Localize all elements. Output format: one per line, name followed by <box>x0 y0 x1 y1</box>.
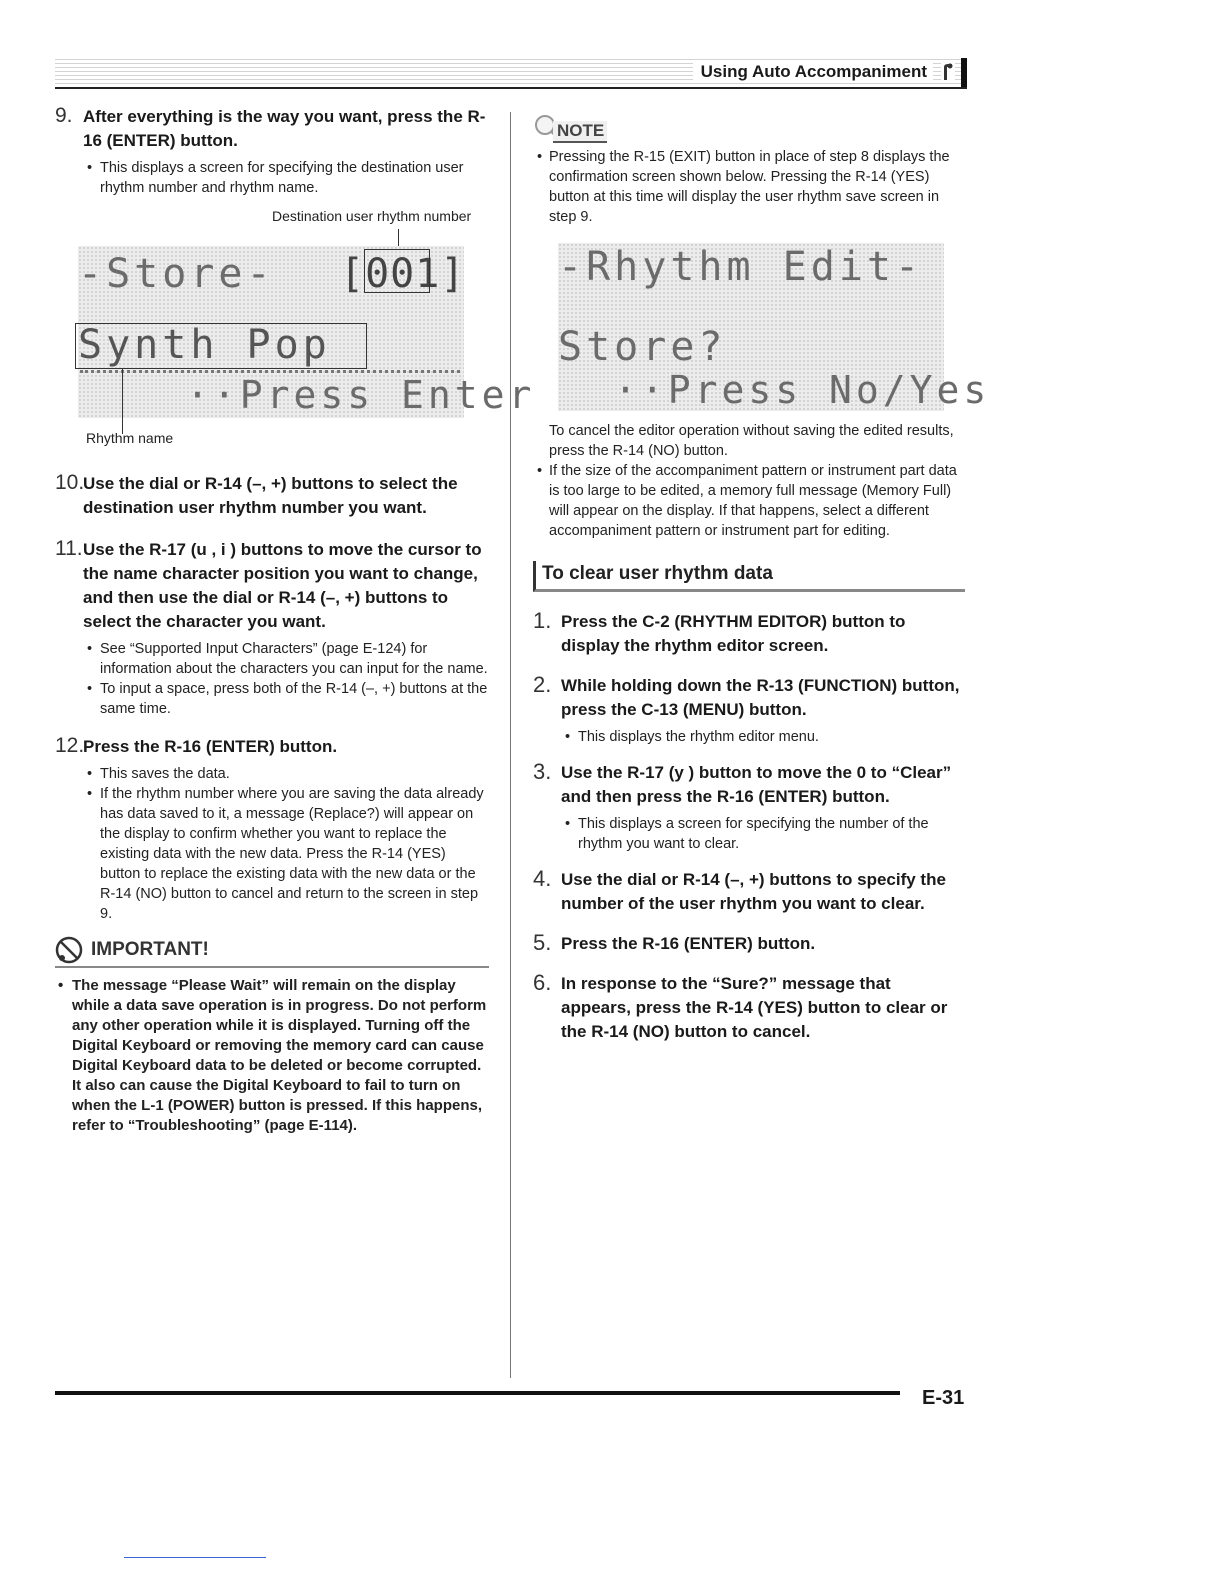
lcd-line-2: Store? <box>558 324 727 370</box>
step-12 <box>55 735 489 924</box>
important-list <box>55 976 489 1136</box>
important-heading <box>55 936 489 968</box>
lcd-screen-rhythm-edit <box>558 243 991 412</box>
bullet-item: • This displays the rhythm editor menu. <box>561 727 965 747</box>
step-bullets <box>83 639 489 719</box>
bullet-item: • To input a space, press both of the R-14 (–, +) buttons at the same time. <box>83 679 489 719</box>
link-underline <box>124 1557 266 1558</box>
footer-rule <box>55 1391 900 1395</box>
lcd-callout-bottom: Rhythm name <box>86 430 174 446</box>
right-column <box>533 105 991 1058</box>
step-text: Use the dial or R-14 (–, +) buttons to specify the number of the user rhythm you want to clear. <box>561 870 946 913</box>
bullet-item: • Pressing the R-15 (EXIT) button in place of step 8 displays the confirmation screen shown below. Pressing the R-14 (YES) button at this time will display the user rhythm save screen in step 9. <box>533 147 965 227</box>
step-number: 12. <box>55 734 85 757</box>
step-bullets <box>561 814 965 854</box>
bullet-item: • This displays a screen for specifying the number of the rhythm you want to clear. <box>561 814 965 854</box>
clear-steps <box>533 610 965 1044</box>
step-text: Use the dial or R-14 (–, +) buttons to select the destination user rhythm number you want. <box>83 474 458 517</box>
header-edge-bar <box>961 58 967 87</box>
lcd-line-2: Synth Pop <box>78 322 331 368</box>
step-4 <box>533 868 965 916</box>
note-label: NOTE <box>553 121 607 143</box>
step-number: 4. <box>533 866 552 891</box>
warning-hand-icon <box>55 936 83 964</box>
step-number: 9. <box>55 104 73 127</box>
lcd-figure-store <box>55 208 536 448</box>
step-number: 10. <box>55 471 85 494</box>
step-text: Use the R-17 (y ) button to move the 0 to “Clear” and then press the R-16 (ENTER) button. <box>561 763 952 806</box>
step-number: 11. <box>55 537 83 560</box>
note-bullets <box>533 147 965 227</box>
note-paragraph: To cancel the editor operation without saving the edited results, press the R-14 (NO) button. <box>549 423 954 459</box>
step-text: Use the R-17 (u , i ) buttons to move the cursor to the name character position you want to change, and then use the dial or R-14 (–, +) buttons to select the character you want. <box>83 540 482 631</box>
callout-line <box>398 229 399 247</box>
step-number: 3. <box>533 759 552 784</box>
step-3 <box>533 761 965 854</box>
step-number: 5. <box>533 930 552 955</box>
page-header <box>55 59 967 89</box>
bullet-item: • See “Supported Input Characters” (page E-124) for information about the characters you can input for the name. <box>83 639 489 679</box>
important-label: IMPORTANT! <box>91 939 209 960</box>
bullet-item: • If the rhythm number where you are saving the data already has data saved to it, a message (Replace?) will appear on the display to confirm whether you want to replace the existing data with the new data. Press the R-14 (YES) button to replace the existing data with the new data or the R-14 (NO) button to cancel and return to the screen in step 9. <box>83 784 489 924</box>
section-title: To clear user rhythm data <box>533 561 965 592</box>
step-number: 6. <box>533 970 552 995</box>
page-number: E-31 <box>922 1387 965 1409</box>
step-9 <box>55 105 489 198</box>
step-text: Press the C-2 (RHYTHM EDITOR) button to display the rhythm editor screen. <box>561 612 906 655</box>
lcd-line-1: -Store- <box>78 251 275 297</box>
lcd-line-3: ··Press No/Yes <box>614 368 991 412</box>
important-item: • The message “Please Wait” will remain on the display while a data save operation is in progress. Do not perform any other operation while it is displayed. Turning off the Digital Keyboard or removing the memory card can cause Digital Keyboard data to be deleted or become corrupted. It also can cause the Digital Keyboard to fail to turn on when the L-1 (POWER) button is pressed. If this happens, refer to “Troubleshooting” (page E-114). <box>55 976 489 1136</box>
lcd-screen-store <box>78 246 536 418</box>
music-note-icon <box>941 62 955 82</box>
step-11 <box>55 538 489 719</box>
bullet-item: • This displays a screen for specifying the destination user rhythm number and rhythm name. <box>83 158 489 198</box>
step-text: In response to the “Sure?” message that appears, press the R-14 (YES) button to clear or the R-14 (NO) button to cancel. <box>561 974 948 1041</box>
note-heading <box>533 111 965 145</box>
step-bullets <box>83 764 489 924</box>
step-bullets <box>83 158 489 198</box>
note-bullets <box>533 461 965 541</box>
left-column <box>55 104 536 1136</box>
step-10 <box>55 472 489 520</box>
step-text: Press the R-16 (ENTER) button. <box>561 934 816 953</box>
step-text: Press the R-16 (ENTER) button. <box>83 737 338 756</box>
lcd-line-3: ··Press Enter <box>186 373 536 417</box>
bullet-item: • If the size of the accompaniment pattern or instrument part data is too large to be edited, a memory full message (Memory Full) will appear on the display. If that happens, select a different accompaniment pattern or instrument part for editing. <box>533 461 965 541</box>
lcd-number: [001] <box>340 251 466 297</box>
step-6 <box>533 972 965 1044</box>
bullet-item: • This saves the data. <box>83 764 489 784</box>
lcd-line-1: -Rhythm Edit- <box>558 244 924 290</box>
step-number: 1. <box>533 608 552 633</box>
header-title: Using Auto Accompaniment <box>693 61 933 83</box>
number-highlight-box <box>364 249 430 293</box>
column-divider <box>510 112 511 1378</box>
callout-line <box>122 368 123 434</box>
step-2 <box>533 674 965 747</box>
step-number: 2. <box>533 672 552 697</box>
step-text: While holding down the R-13 (FUNCTION) button, press the C-13 (MENU) button. <box>561 676 960 719</box>
step-5 <box>533 932 965 956</box>
step-text: After everything is the way you want, press the R-16 (ENTER) button. <box>83 107 486 150</box>
lcd-callout-top: Destination user rhythm number <box>272 208 472 224</box>
step-bullets <box>561 727 965 747</box>
step-1 <box>533 610 965 658</box>
